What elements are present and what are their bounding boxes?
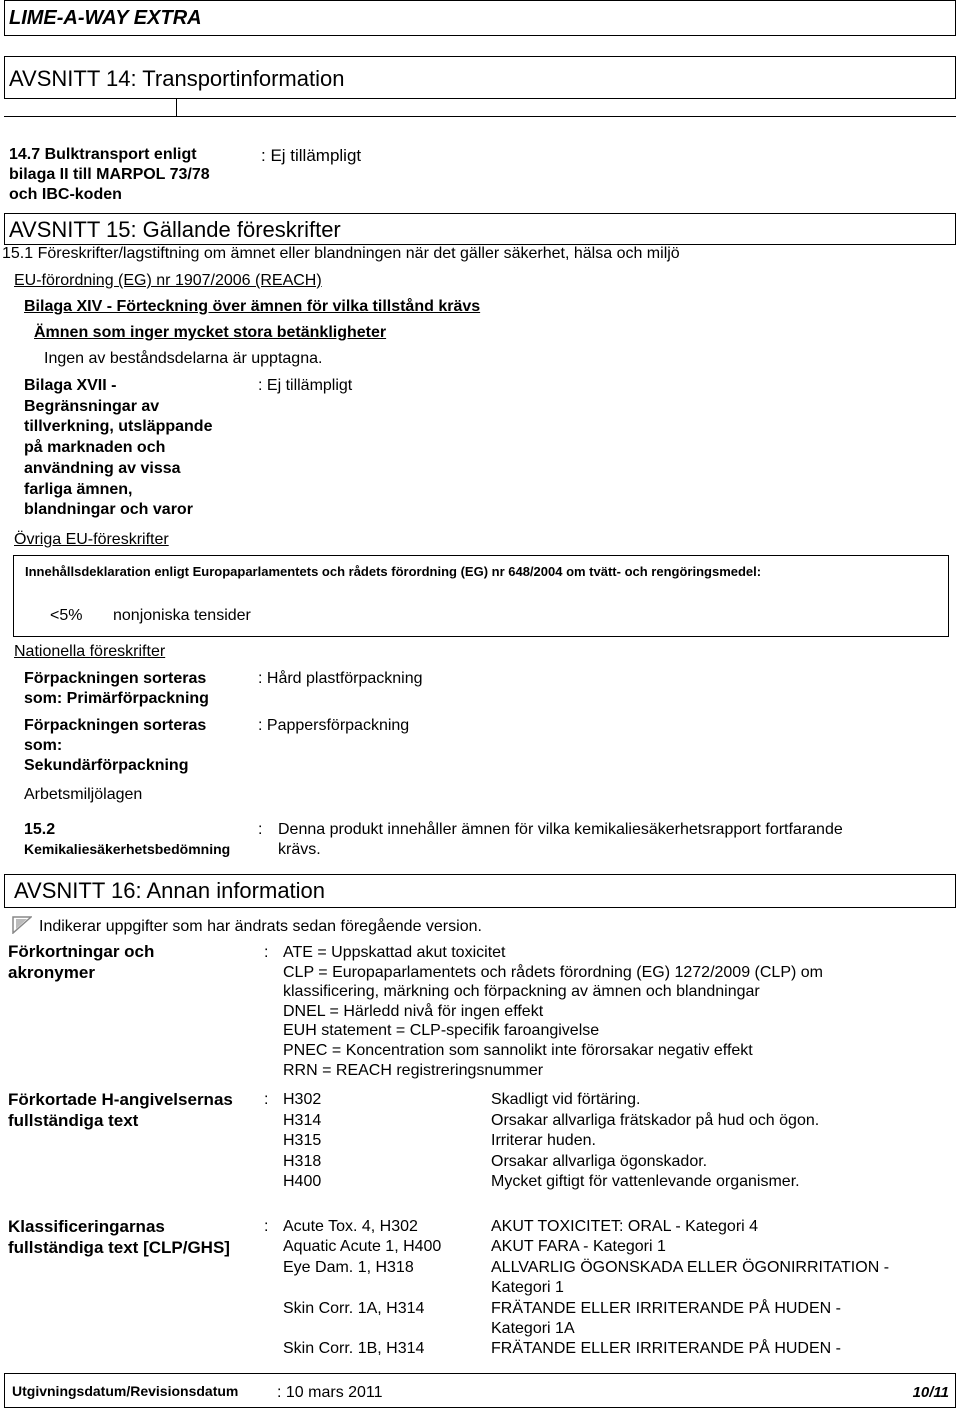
csa-colon: : — [258, 821, 263, 838]
h-statements-table — [283, 1090, 819, 1193]
primary-packaging-label: Förpackningen sorteras som: Primärförpackning — [24, 670, 209, 707]
abbreviations-list: ATE = Uppskattad akut toxicitet CLP = Europaparlamentets och rådets förordning (EG) 1272/2009 (CLP) om klassificering, märkning och förpackning av ämnen och blandningar DNEL = Härledd nivå för ingen effekt EUH statement = CLP-specifik faroangivelse PNEC = Koncentration som sannolikt inte förorsakar negativ effekt RRN = REACH registreringsnummer — [283, 944, 823, 1079]
product-name: LIME-A-WAY EXTRA — [9, 7, 202, 29]
section-14-rule-tick — [176, 99, 177, 116]
detergent-declaration: Innehållsdeklaration enligt Europaparlamentets och rådets förordning (EG) nr 648/2004 om tvätt- och rengöringsmedel: — [25, 564, 762, 579]
work-environment-act: Arbetsmiljölagen — [24, 786, 143, 803]
primary-packaging-value: : Hård plastförpackning — [258, 670, 423, 687]
classification-row: Skin Corr. 1A, H314 FRÄTANDE ELLER IRRITERANDE PÅ HUDEN - Kategori 1A — [283, 1299, 841, 1338]
classification-row: Aquatic Acute 1, H400 AKUT FARA - Kategori 1 — [283, 1238, 666, 1256]
section-16-header — [4, 874, 956, 908]
svhc-note: Ingen av beståndsdelarna är upptagna. — [44, 350, 323, 367]
footer-box — [4, 1373, 956, 1408]
subsection-15-1: 15.1 Föreskrifter/lagstiftning om ämnet eller blandningen när det gäller säkerhet, hälsa och miljö — [2, 245, 680, 262]
revision-date-value: : 10 mars 2011 — [277, 1384, 383, 1401]
detergent-substance: nonjoniska tensider — [113, 607, 251, 624]
classification-row: Skin Corr. 1B, H314 FRÄTANDE ELLER IRRITERANDE PÅ HUDEN - — [283, 1340, 841, 1358]
h-statement-row: H315 Irriterar huden. — [283, 1132, 596, 1150]
classifications-table — [283, 1217, 889, 1360]
section-16-title: AVSNITT 16: Annan information — [14, 878, 326, 903]
classifications-label: Klassificeringarnas fullständiga text [CLP/GHS] — [8, 1217, 230, 1257]
detergent-percent: <5% — [50, 607, 83, 624]
csa-label: 15.2 Kemikaliesäkerhetsbedömning — [24, 821, 231, 857]
h-statement-row: H318 Orsakar allvarliga ögonskador. — [283, 1152, 708, 1170]
h-statements-colon: : — [264, 1091, 269, 1108]
classifications-colon: : — [264, 1218, 269, 1235]
national-regulations: Nationella föreskrifter — [14, 643, 166, 660]
header-box — [4, 0, 956, 36]
change-indicator-icon — [12, 916, 32, 934]
abbreviations-label: Förkortningar och akronymer — [8, 942, 155, 982]
section-15-title: AVSNITT 15: Gällande föreskrifter — [9, 217, 341, 242]
annex-xvii-label: Bilaga XVII - Begränsningar av tillverkning, utsläppande på marknaden och användning av vissa farliga ämnen, blandningar och varor — [24, 377, 213, 519]
annex-xvii-value: : Ej tillämpligt — [258, 377, 353, 394]
secondary-packaging-value: : Pappersförpackning — [258, 717, 410, 734]
revision-date-label: Utgivningsdatum/Revisionsdatum — [12, 1383, 239, 1399]
eu-regulation: EU-förordning (EG) nr 1907/2006 (REACH) — [14, 272, 322, 289]
h-statement-row: H302 Skadligt vid förtäring. — [283, 1091, 641, 1108]
bulk-transport-value: : Ej tillämpligt — [261, 146, 362, 165]
h-statement-row: H314 Orsakar allvarliga frätskador på hud och ögon. — [283, 1111, 820, 1129]
detergent-box — [13, 555, 949, 637]
change-note: Indikerar uppgifter som har ändrats sedan föregående version. — [39, 918, 482, 935]
annex-xiv: Bilaga XIV - Förteckning över ämnen för vilka tillstånd krävs — [24, 298, 481, 315]
h-statements-label: Förkortade H-angivelsernas fullständiga text — [8, 1090, 233, 1130]
other-eu-regulations: Övriga EU-föreskrifter — [14, 531, 169, 548]
classification-row: Acute Tox. 4, H302 AKUT TOXICITET: ORAL - Kategori 4 — [283, 1218, 759, 1235]
abbreviations-colon: : — [264, 944, 269, 961]
section-14-rule — [4, 99, 956, 117]
section-14-header — [4, 56, 956, 99]
bulk-transport-label: 14.7 Bulktransport enligt bilaga II till MARPOL 73/78 och IBC-koden — [9, 146, 210, 203]
page-number: 10/11 — [912, 1384, 949, 1401]
section-15-header — [4, 213, 956, 245]
svhc-heading: Ämnen som inger mycket stora betänkligheter — [34, 324, 387, 341]
csa-value: Denna produkt innehåller ämnen för vilka kemikaliesäkerhetsrapport fortfarande krävs. — [278, 821, 843, 858]
secondary-packaging-label: Förpackningen sorteras som: Sekundärförpackning — [24, 717, 207, 774]
classification-row: Eye Dam. 1, H318 ALLVARLIG ÖGONSKADA ELLER ÖGONIRRITATION - Kategori 1 — [283, 1258, 890, 1297]
h-statement-row: H400 Mycket giftigt för vattenlevande organismer. — [283, 1173, 800, 1191]
section-14-title: AVSNITT 14: Transportinformation — [9, 66, 345, 91]
